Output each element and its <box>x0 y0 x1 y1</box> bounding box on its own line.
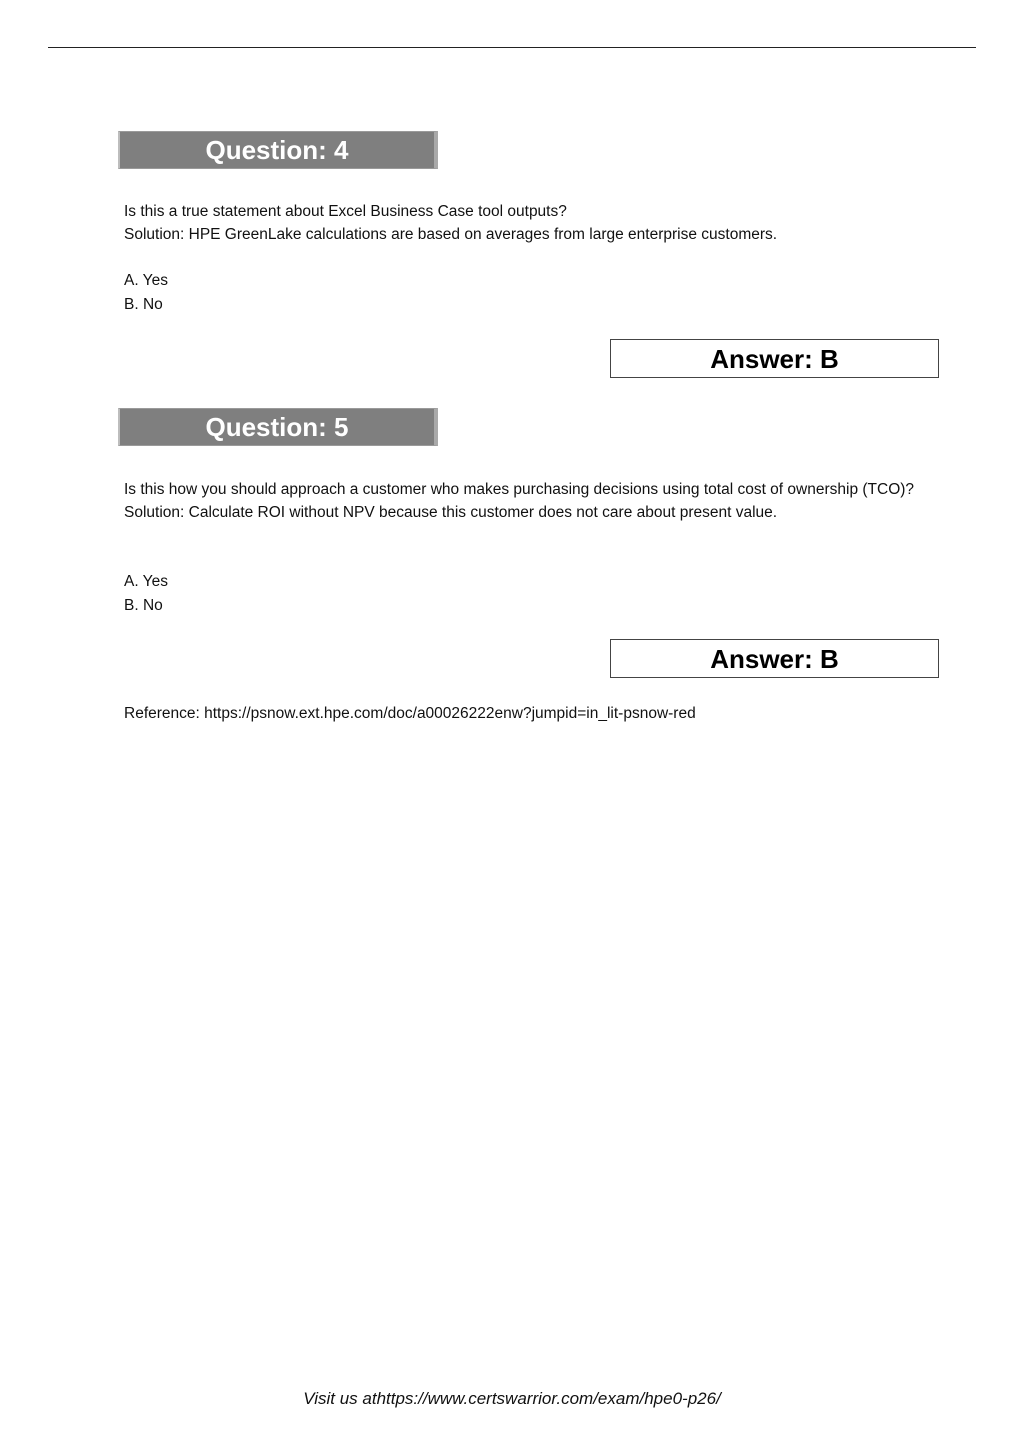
reference-link[interactable]: Reference: https://psnow.ext.hpe.com/doc/a00026222enw?jumpid=in_lit-psnow-red <box>124 705 696 722</box>
question-5-solution: Solution: Calculate ROI without NPV because this customer does not care about present value. <box>124 504 778 521</box>
question-4-options <box>124 269 168 316</box>
question-5-header: Question: 5 <box>118 408 438 446</box>
question-5-text <box>124 478 928 524</box>
question-5-option-a: A. Yes <box>124 573 168 590</box>
question-4-option-a: A. Yes <box>124 272 168 289</box>
question-4-stem: Is this a true statement about Excel Business Case tool outputs? <box>124 203 567 220</box>
top-divider <box>48 47 976 48</box>
question-4-solution: Solution: HPE GreenLake calculations are based on averages from large enterprise customers. <box>124 226 778 243</box>
question-5-options <box>124 570 168 617</box>
question-4-answer: Answer: B <box>610 339 939 378</box>
question-4-header: Question: 4 <box>118 131 438 169</box>
question-4-text <box>124 200 928 246</box>
question-4-option-b: B. No <box>124 295 163 313</box>
question-5-stem: Is this how you should approach a customer who makes purchasing decisions using total cost of ownership (TCO)? <box>124 481 915 498</box>
question-5-option-b: B. No <box>124 596 163 614</box>
question-5-answer: Answer: B <box>610 639 939 678</box>
footer-visit-link[interactable]: Visit us athttps://www.certswarrior.com/exam/hpe0-p26/ <box>303 1389 721 1408</box>
